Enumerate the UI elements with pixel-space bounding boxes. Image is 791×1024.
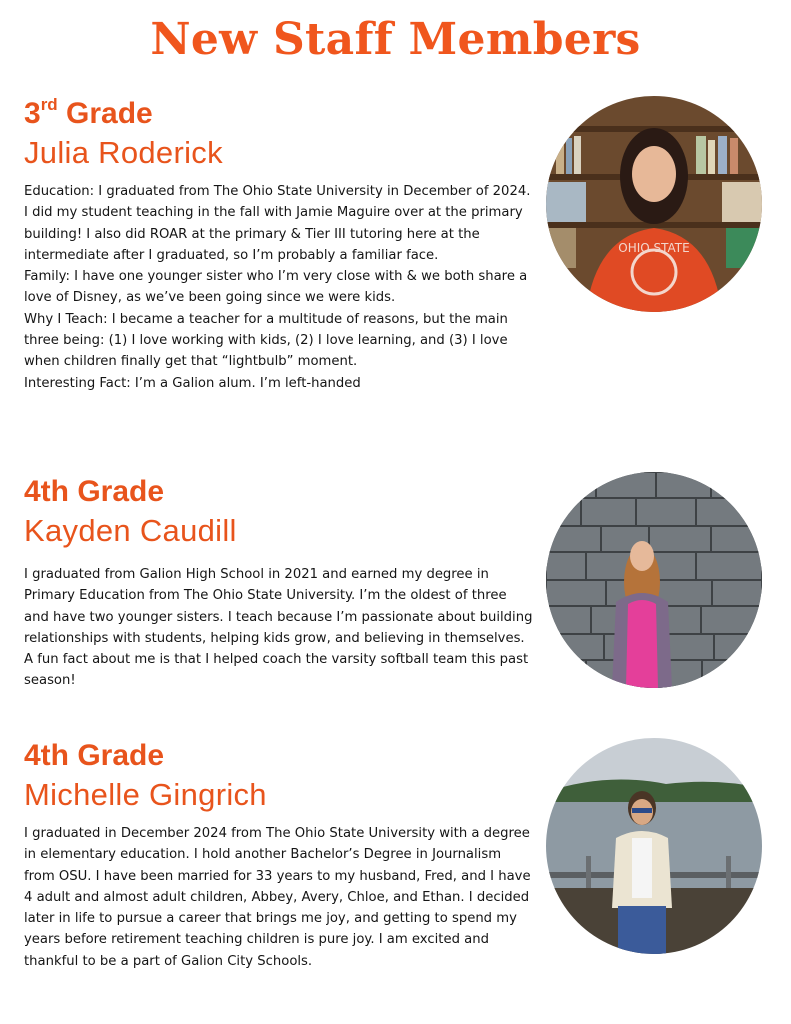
- svg-text:OHIO STATE: OHIO STATE: [618, 241, 690, 255]
- grade-heading: 4th Grade: [24, 475, 165, 508]
- staff-name: Kayden Caudill: [24, 513, 237, 548]
- bio-text: I graduated from Galion High School in 2021 and earned my degree in Primary Education from The Ohio State University. I’m the oldest of three and have two younger sisters. I teach because I’m passionate about building relationships with students, helping kids grow, and believing in themselves. A fun fact about me is that I helped coach the varsity softball team this past season!: [24, 567, 533, 689]
- staff-name: Michelle Gingrich: [24, 777, 267, 812]
- bio-why-i-teach: Why I Teach: I became a teacher for a multitude of reasons, but the main three being: (1) I love working with kids, (2) I love learning, and (3) I love when children finally get that “lightbulb” moment.: [24, 311, 508, 370]
- staff-bio: [24, 823, 534, 972]
- staff-name: Julia Roderick: [24, 135, 223, 170]
- bio-text: I graduated in December 2024 from The Ohio State University with a degree in elementary education. I hold another Bachelor’s Degree in Journalism from OSU. I have been married for 33 years to my husband, Fred, and I have 4 adult and almost adult children, Abbey, Avery, Chloe, and Ethan. I decided later in life to pursue a career that brings me joy, and getting to spend my years before retirement teaching children is pure joy. I am excited and thankful to be a part of Galion City Schools.: [24, 826, 531, 969]
- staff-bio: [24, 564, 534, 692]
- portrait-photo-library-icon: [546, 96, 762, 312]
- grade-heading: 4th Grade: [24, 739, 165, 772]
- bio-family: Family: I have one younger sister who I’m very close with & we both share a love of Disney, as we’ve been going since we were kids.: [24, 269, 528, 306]
- portrait-photo-stone-wall-icon: [546, 472, 762, 688]
- staff-section-julia-roderick: [24, 96, 534, 394]
- bio-interesting-fact: Interesting Fact: I’m a Galion alum. I’m left-handed: [24, 375, 361, 391]
- bio-education: Education: I graduated from The Ohio State University in December of 2024. I did my student teaching in the fall with Jamie Maguire over at the primary building! I also did ROAR at the primary & Tier III tutoring here at the intermediate after I graduated, so I’m probably a familiar face.: [24, 184, 531, 263]
- staff-section-kayden-caudill: [24, 474, 534, 692]
- staff-section-michelle-gingrich: [24, 738, 534, 972]
- page-title: New Staff Members: [150, 14, 641, 65]
- grade-heading: 3rd Grade: [24, 95, 153, 130]
- staff-bio: [24, 181, 534, 394]
- portrait-photo-harbor-icon: [546, 738, 762, 954]
